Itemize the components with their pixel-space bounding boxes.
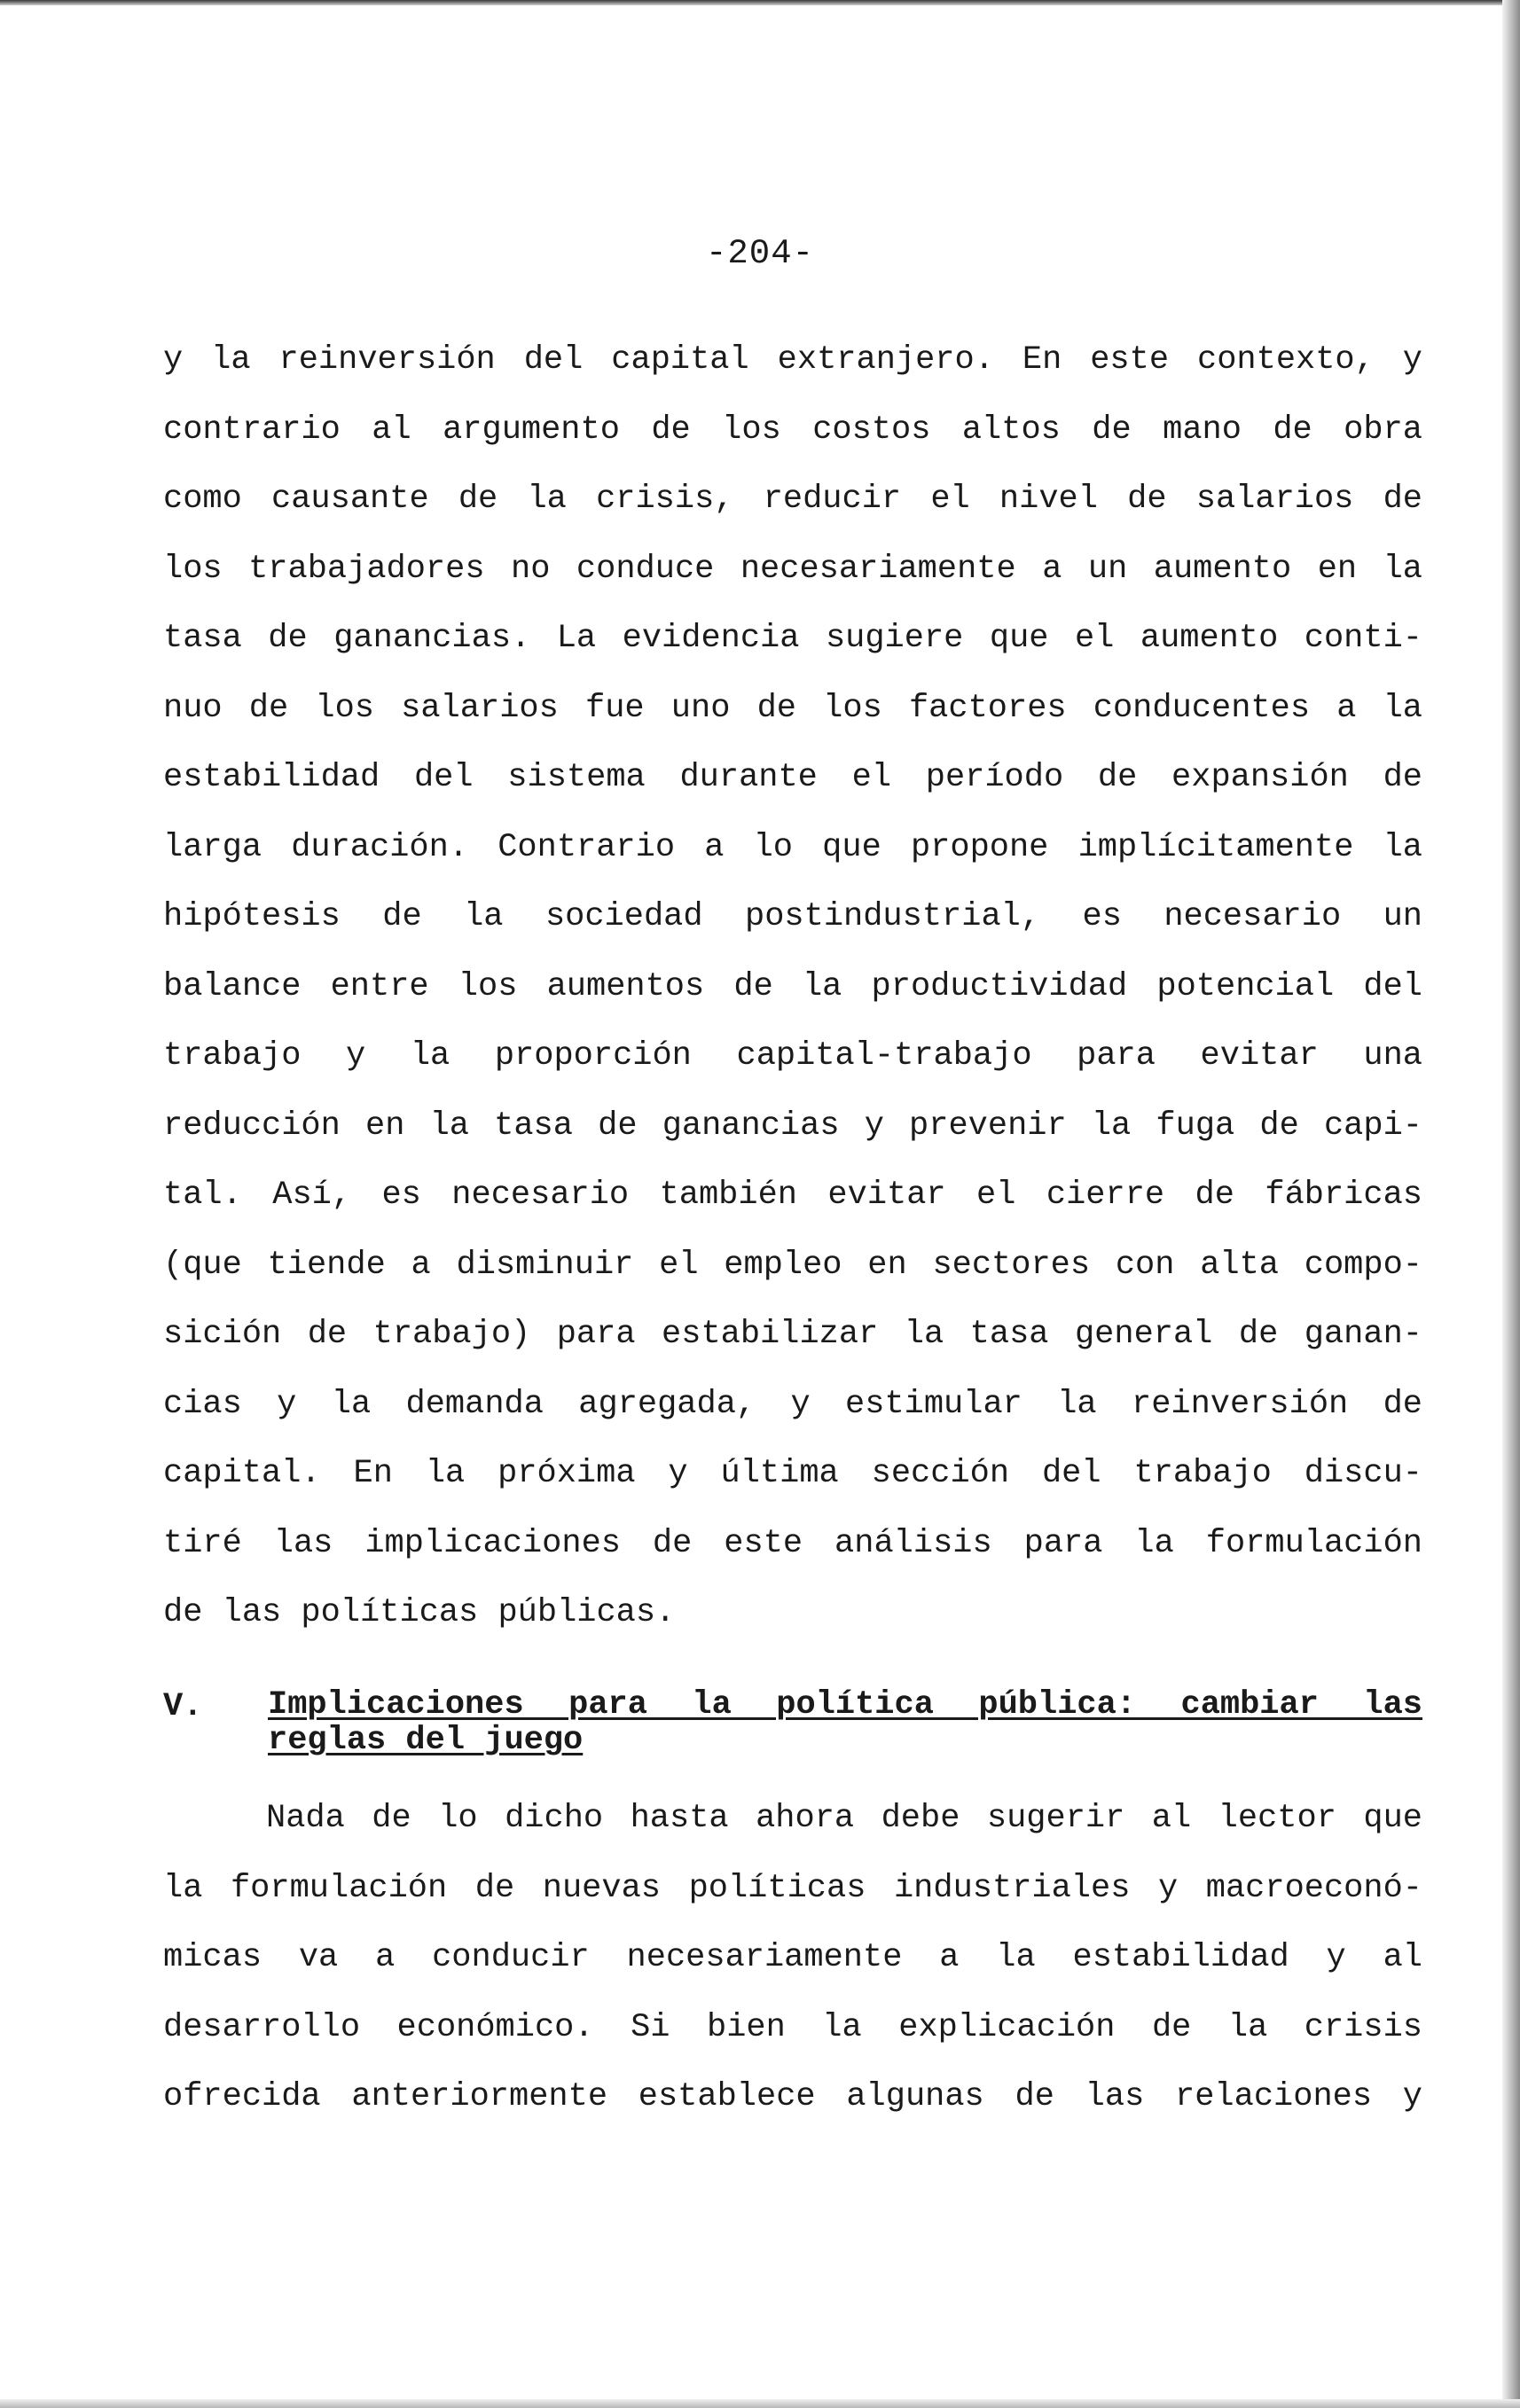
text-line: capital. En la próxima y última sección del trabajo discu- xyxy=(163,1455,1422,1492)
text-line: nuo de los salarios fue uno de los factores conducentes a la xyxy=(163,689,1422,727)
text-line: ofrecida anteriormente establece algunas de las relaciones y xyxy=(163,2078,1422,2115)
scan-edge-top xyxy=(0,0,1520,5)
text-line: balance entre los aumentos de la productividad potencial del xyxy=(163,967,1422,1005)
text-line: tal. Así, es necesario también evitar el cierre de fábricas xyxy=(163,1177,1422,1214)
text-line: tiré las implicaciones de este análisis para la formulación xyxy=(163,1524,1422,1562)
section-title-line: reglas del juego xyxy=(268,1722,584,1759)
text-line: los trabajadores no conduce necesariamente a un aumento en la xyxy=(163,550,1422,588)
text-line: (que tiende a disminuir el empleo en sectores con alta compo- xyxy=(163,1246,1422,1284)
text-line: estabilidad del sistema durante el período de expansión de xyxy=(163,759,1422,796)
text-line: sición de trabajo) para estabilizar la tasa general de ganan- xyxy=(163,1316,1422,1353)
text-line: desarrollo económico. Si bien la explicación de la crisis xyxy=(163,2008,1422,2046)
text-line: Nada de lo dicho hasta ahora debe sugerir al lector que xyxy=(266,1800,1422,1837)
paragraph-1 xyxy=(163,333,1422,1656)
paragraph-2 xyxy=(163,1792,1422,2140)
page-number: -204- xyxy=(705,234,815,273)
text-line: larga duración. Contrario a lo que propone implícitamente la xyxy=(163,828,1422,866)
text-line: hipótesis de la sociedad postindustrial, es necesario un xyxy=(163,898,1422,935)
text-line: de las políticas públicas. xyxy=(163,1594,676,1631)
text-line: tasa de ganancias. La evidencia sugiere que el aumento conti- xyxy=(163,620,1422,657)
text-line: la formulación de nuevas políticas industriales y macroeconó- xyxy=(163,1869,1422,1907)
text-line: y la reinversión del capital extranjero. En este contexto, y xyxy=(163,341,1422,379)
section-title xyxy=(268,1687,1422,1758)
section-number: V. xyxy=(163,1688,203,1725)
text-line: reducción en la tasa de ganancias y prevenir la fuga de capi- xyxy=(163,1106,1422,1145)
section-title-line: Implicaciones para la política pública: cambiar las xyxy=(268,1686,1422,1724)
scan-edge-bottom xyxy=(0,2399,1520,2408)
text-line: trabajo y la proporción capital-trabajo para evitar una xyxy=(163,1037,1422,1075)
text-line: cias y la demanda agregada, y estimular la reinversión de xyxy=(163,1385,1422,1423)
text-line: contrario al argumento de los costos altos de mano de obra xyxy=(163,410,1422,449)
scan-edge-right xyxy=(1502,0,1520,2408)
text-line: como causante de la crisis, reducir el nivel de salarios de xyxy=(163,481,1422,518)
text-line: micas va a conducir necesariamente a la estabilidad y al xyxy=(163,1939,1422,1976)
